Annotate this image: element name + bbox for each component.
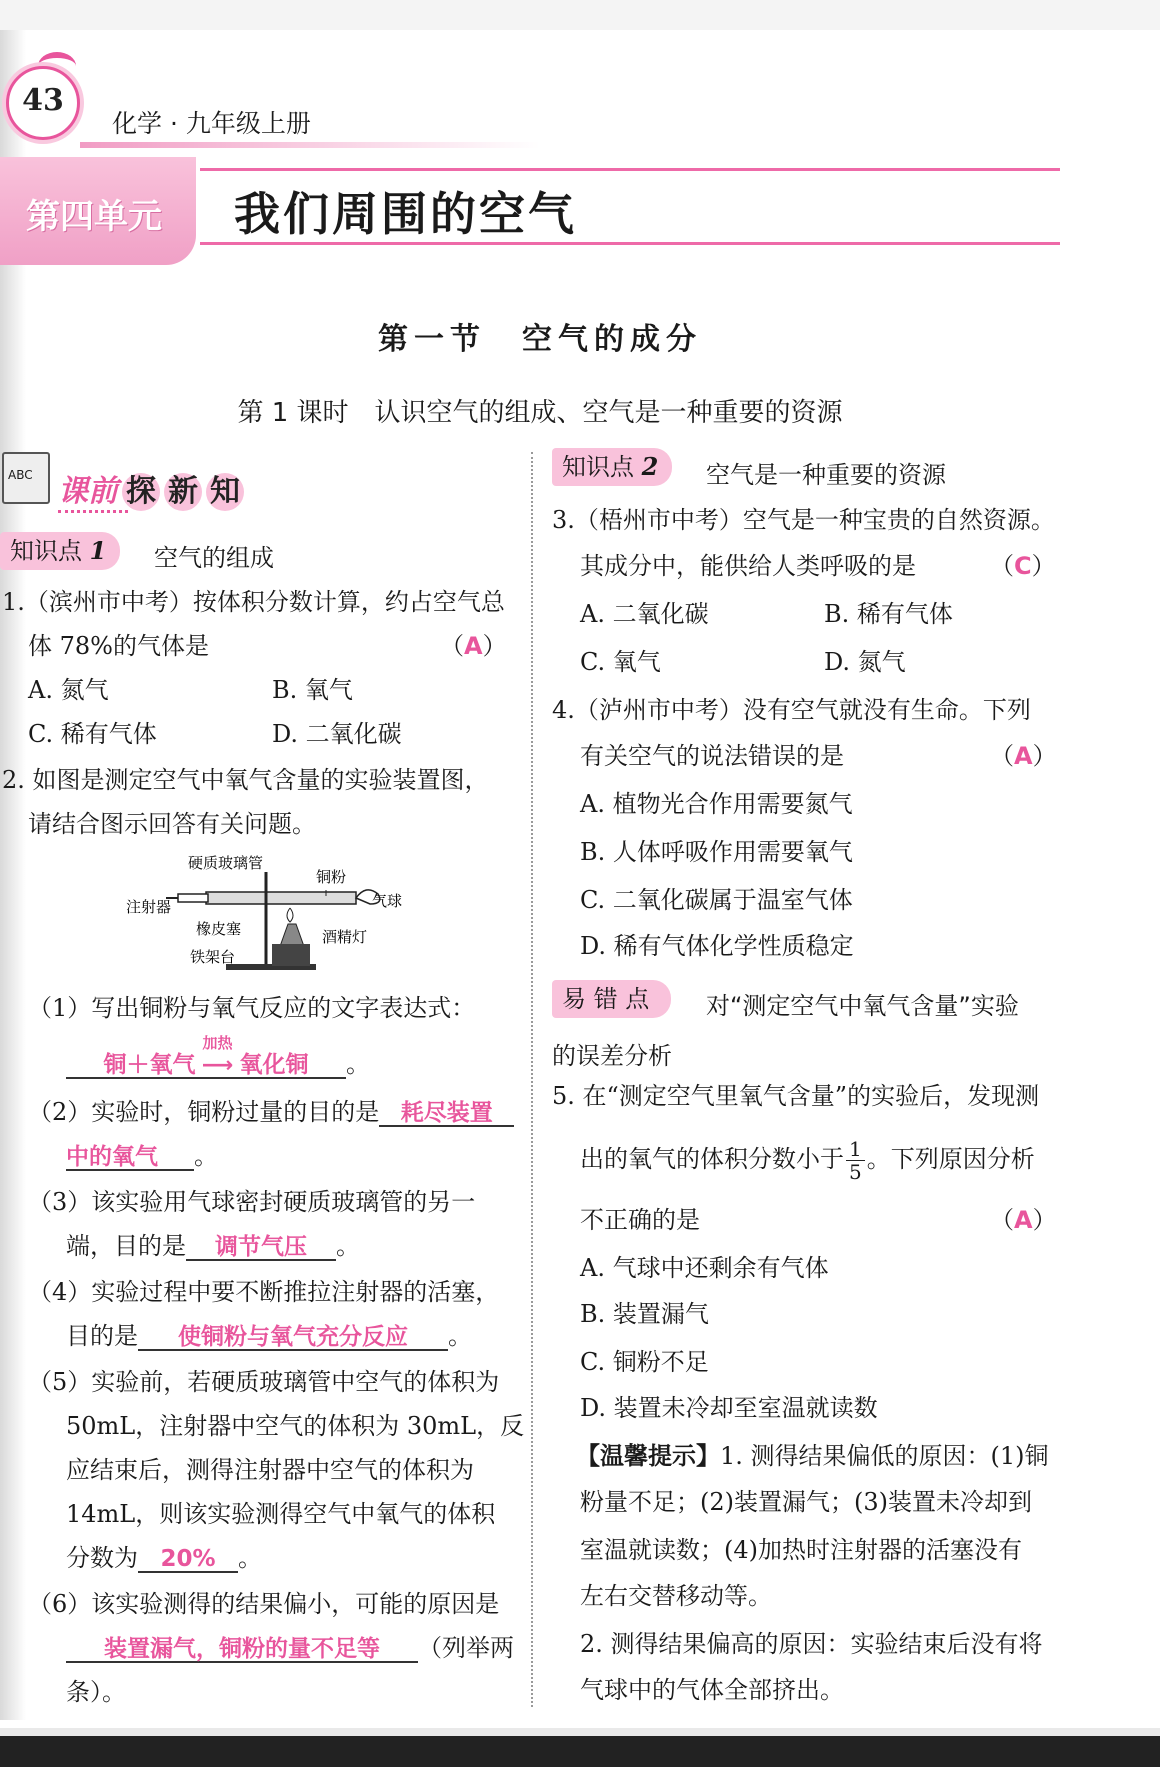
- q2-part4-line2: 目的是 使铜粉与氧气充分反应 。: [66, 1322, 472, 1350]
- q2-part3-line1: （3）该实验用气球密封硬质玻璃管的另一: [28, 1188, 476, 1216]
- q2-part4-answer: 使铜粉与氧气充分反应: [138, 1326, 448, 1351]
- q1-option-b: B. 氧气: [272, 676, 353, 704]
- q4-option-c: C. 二氧化碳属于温室气体: [580, 886, 853, 914]
- q5-line3: 不正确的是: [580, 1206, 700, 1234]
- q1-answer-bracket: （A）: [440, 632, 507, 660]
- apparatus-diagram: [126, 852, 426, 978]
- q4-option-a: A. 植物光合作用需要氮气: [580, 790, 853, 818]
- q3-answer-bracket: （C）: [990, 552, 1056, 580]
- q1-answer: A: [464, 632, 483, 660]
- tips-heading: 【温馨提示】: [576, 1442, 720, 1470]
- q4-line2: 有关空气的说法错误的是: [580, 742, 844, 770]
- page-number: 43: [22, 83, 64, 118]
- q4-answer-bracket: （A）: [990, 742, 1057, 770]
- q5-option-a: A. 气球中还剩余有气体: [580, 1254, 829, 1282]
- top-margin: [0, 0, 1160, 30]
- tips-line6: 气球中的气体全部挤出。: [580, 1676, 844, 1704]
- book-title: 化学 · 九年级上册: [112, 109, 311, 138]
- q5-answer-bracket: （A）: [990, 1206, 1057, 1234]
- q5-line2: 出的氧气的体积分数小于 $\frac{1}{5}$ 。下列原因分析: [580, 1137, 1035, 1184]
- q4-option-d: D. 稀有气体化学性质稳定: [580, 932, 854, 960]
- tips-line2: 粉量不足；(2)装置漏气；(3)装置未冷却到: [580, 1488, 1032, 1516]
- q1-option-d: D. 二氧化碳: [272, 720, 402, 748]
- label-glass-tube: 硬质玻璃管: [188, 854, 264, 872]
- q5-option-d: D. 装置未冷却至室温就读数: [580, 1394, 878, 1422]
- error-point-title-line1: 对“测定空气中氧气含量”实验: [706, 992, 1019, 1020]
- error-point-tag: 易 错 点: [552, 980, 671, 1018]
- q2-part4-line1: （4）实验过程中要不断推拉注射器的活塞，: [28, 1278, 500, 1306]
- label-balloon: 气球: [372, 892, 403, 910]
- q4-option-b: B. 人体呼吸作用需要氧气: [580, 838, 853, 866]
- q5-option-b: B. 装置漏气: [580, 1300, 709, 1328]
- q2-part2-line2: 中的氧气 。: [66, 1142, 218, 1170]
- q5-option-c: C. 铜粉不足: [580, 1348, 709, 1376]
- heading-dots: [58, 510, 128, 513]
- knowledge-point-2-tag: 知识点 2: [552, 448, 672, 486]
- header-line: [80, 142, 540, 148]
- pre-class-char: 探: [122, 473, 160, 511]
- q2-part5-answer: 20%: [138, 1548, 238, 1573]
- q3-option-b: B. 稀有气体: [824, 600, 953, 628]
- pre-class-part1: 课前: [58, 474, 118, 509]
- q2-part1-question: （1）写出铜粉与氧气反应的文字表达式：: [28, 994, 476, 1022]
- knowledge-point-1-title: 空气的组成: [154, 544, 274, 572]
- q2-part6-line1: （6）该实验测得的结果偏小，可能的原因是: [28, 1590, 500, 1618]
- label-copper-powder: 铜粉: [316, 868, 347, 886]
- tips-line1: 【温馨提示】1. 测得结果偏低的原因：(1)铜: [576, 1442, 1049, 1470]
- error-point-title-line2: 的误差分析: [552, 1042, 672, 1070]
- q3-line1: 3.（梧州市中考）空气是一种宝贵的自然资源。: [552, 506, 1055, 534]
- q2-part5-line2: 50mL，注射器中空气的体积为 30mL，反: [66, 1412, 525, 1440]
- q2-part2-answer-a: 耗尽装置: [379, 1102, 514, 1127]
- q3-option-a: A. 二氧化碳: [580, 600, 709, 628]
- q1-option-c: C. 稀有气体: [28, 720, 157, 748]
- q1-line2: 体 78%的气体是: [28, 632, 209, 660]
- unit-label: 第四单元: [26, 197, 162, 237]
- page-gutter-shadow: [0, 30, 26, 1720]
- knowledge-point-2-title: 空气是一种重要的资源: [706, 461, 946, 489]
- q3-option-c: C. 氧气: [580, 648, 661, 676]
- q4-line1: 4.（泸州市中考）没有空气就没有生命。下列: [552, 696, 1031, 724]
- q2-line1: 2. 如图是测定空气中氧气含量的实验装置图，: [2, 766, 489, 794]
- q3-option-d: D. 氮气: [824, 648, 906, 676]
- q2-part3-line2: 端，目的是 调节气压 。: [66, 1232, 360, 1260]
- label-iron-stand: 铁架台: [190, 948, 236, 966]
- syringe-shape: [178, 894, 208, 902]
- pre-class-char: 新: [164, 473, 202, 511]
- q2-part3-answer: 调节气压: [186, 1236, 336, 1261]
- q1-line1: 1.（滨州市中考）按体积分数计算，约占空气总: [2, 588, 505, 616]
- knowledge-point-1-tag: 知识点 1: [0, 532, 120, 570]
- q2-part6-answer: 装置漏气，铜粉的量不足等: [66, 1638, 418, 1663]
- tips-line5: 2. 测得结果偏高的原因：实验结束后没有将: [580, 1630, 1043, 1658]
- q2-part2-answer-b: 中的氧气: [66, 1146, 194, 1171]
- q2-part6-line2: 装置漏气，铜粉的量不足等 （列举两: [66, 1636, 514, 1663]
- q2-part2-line1: （2）实验时，铜粉过量的目的是 耗尽装置: [28, 1100, 514, 1127]
- glass-tube-shape: [206, 892, 356, 904]
- q2-part6-line3: 条）。: [66, 1678, 126, 1706]
- abc-book-icon: ABC: [2, 452, 50, 504]
- fraction-one-fifth: $\frac{1}{5}$: [846, 1138, 865, 1183]
- label-stopper: 橡皮塞: [196, 920, 242, 938]
- unit-line-top: [200, 168, 1060, 171]
- pre-class-char: 知: [206, 473, 244, 511]
- section-title: 第一节 空气的成分: [378, 322, 702, 357]
- q3-line2: 其成分中，能供给人类呼吸的是: [580, 552, 916, 580]
- q5-line1: 5. 在“测定空气里氧气含量”的实验后，发现测: [552, 1082, 1040, 1110]
- q2-line2: 请结合图示回答有关问题。: [28, 810, 316, 838]
- q5-answer: A: [1014, 1206, 1033, 1234]
- q2-part1-answer-line: 铜＋氧气 加热 ⟶ 氧化铜 。: [66, 1052, 370, 1079]
- page-number-badge: [6, 66, 80, 140]
- tips-line4: 左右交替移动等。: [580, 1582, 772, 1610]
- q1-option-a: A. 氮气: [28, 676, 109, 704]
- q2-part5-line3: 应结束后，测得注射器中空气的体积为: [66, 1456, 474, 1484]
- column-divider: [531, 452, 533, 1707]
- label-alcohol-lamp: 酒精灯: [322, 928, 368, 946]
- bottom-edge: [0, 1728, 1160, 1767]
- q2-part1-answer: 铜＋氧气 加热 ⟶ 氧化铜: [66, 1054, 346, 1079]
- q2-part5-line5: 分数为 20% 。: [66, 1544, 262, 1572]
- q4-answer: A: [1014, 742, 1033, 770]
- tips-line3: 室温就读数；(4)加热时注射器的活塞没有: [580, 1536, 1022, 1564]
- unit-title: 我们周围的空气: [234, 187, 577, 241]
- lesson-title: 第 1 课时 认识空气的组成、空气是一种重要的资源: [237, 398, 843, 428]
- label-syringe: 注射器: [126, 898, 172, 916]
- q2-part5-line4: 14mL，则该实验测得空气中氧气的体积: [66, 1500, 496, 1528]
- q2-part5-line1: （5）实验前，若硬质玻璃管中空气的体积为: [28, 1368, 500, 1396]
- q3-answer: C: [1014, 552, 1032, 580]
- pre-class-heading: [58, 466, 244, 511]
- unit-label-box: [0, 157, 196, 265]
